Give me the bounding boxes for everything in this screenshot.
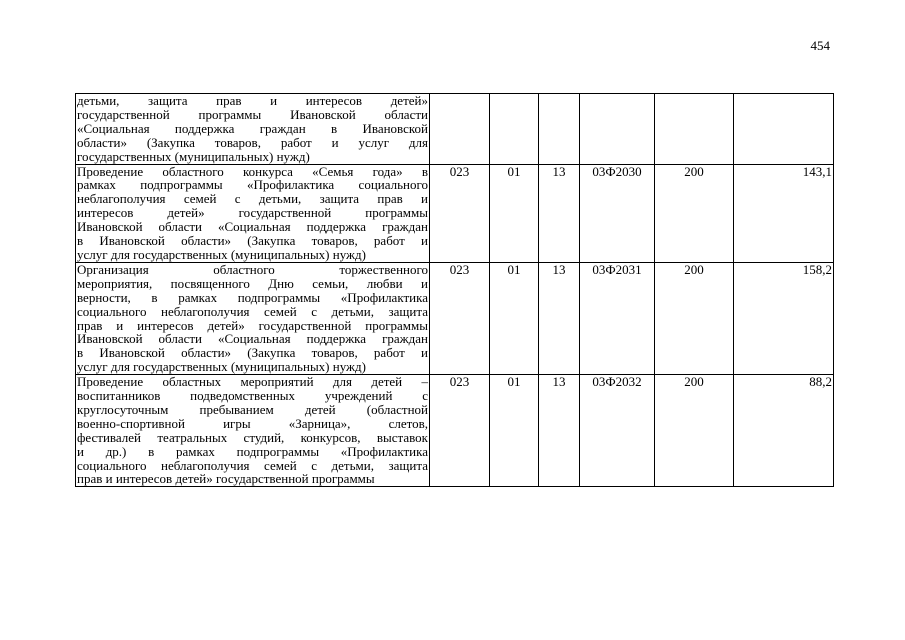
section-code: 01 xyxy=(490,375,539,487)
table-row xyxy=(76,94,834,165)
description-line: прав и интересов детей» государственной программы xyxy=(77,317,428,333)
ministry-code: 023 xyxy=(430,262,490,374)
ministry-code xyxy=(430,94,490,165)
section-code xyxy=(490,94,539,165)
description-line: прав и интересов детей» государственной программы xyxy=(77,471,375,487)
description-line: социального неблагополучия семей с детьми, защита xyxy=(77,303,428,319)
description-line: рамках подпрограммы «Профилактика социального xyxy=(77,177,428,193)
description-line: Проведение областного конкурса «Семья года» в xyxy=(77,163,428,179)
description-line: Ивановской области «Социальная поддержка граждан xyxy=(77,219,428,235)
page-number: 454 xyxy=(810,38,830,53)
amount-value: 158,2 xyxy=(734,262,834,374)
description-line: верности, в рамках подпрограммы «Профилактика xyxy=(77,289,428,305)
subsection-code: 13 xyxy=(539,164,580,262)
amount-value xyxy=(734,94,834,165)
item-description xyxy=(76,375,430,487)
description-line: государственной программы Ивановской области xyxy=(77,106,428,122)
item-description xyxy=(76,262,430,374)
expense-type-code: 200 xyxy=(655,164,734,262)
ministry-code: 023 xyxy=(430,375,490,487)
target-article-code: 03Ф2031 xyxy=(580,262,655,374)
target-article-code: 03Ф2030 xyxy=(580,164,655,262)
item-description xyxy=(76,94,430,165)
description-line: Организация областного торжественного xyxy=(77,261,428,277)
description-line: Ивановской области «Социальная поддержка граждан xyxy=(77,331,428,347)
description-line: военно-спортивной игры «Зарница», слетов, xyxy=(77,415,428,431)
description-line: в Ивановской области» (Закупка товаров, работ и xyxy=(77,345,428,361)
item-description xyxy=(76,164,430,262)
section-code: 01 xyxy=(490,262,539,374)
description-line: государственных (муниципальных) нужд) xyxy=(77,148,310,164)
amount-value: 143,1 xyxy=(734,164,834,262)
amount-value: 88,2 xyxy=(734,375,834,487)
ministry-code: 023 xyxy=(430,164,490,262)
description-line: воспитанников подведомственных учреждений с xyxy=(77,388,428,404)
subsection-code: 13 xyxy=(539,262,580,374)
target-article-code xyxy=(580,94,655,165)
table-row xyxy=(76,164,834,262)
description-line: круглосуточным пребыванием детей (областной xyxy=(77,401,428,417)
description-line: услуг для государственных (муниципальных) нужд) xyxy=(77,246,366,262)
description-line: и др.) в рамках подпрограммы «Профилактика xyxy=(77,443,428,459)
table-row xyxy=(76,262,834,374)
expense-type-code: 200 xyxy=(655,375,734,487)
description-line: услуг для государственных (муниципальных) нужд) xyxy=(77,359,366,375)
target-article-code: 03Ф2032 xyxy=(580,375,655,487)
description-line: интересов детей» государственной программы xyxy=(77,205,428,221)
description-line: мероприятия, посвященного Дню семьи, любви и xyxy=(77,275,428,291)
description-line: социального неблагополучия семей с детьми, защита xyxy=(77,457,428,473)
description-line: области» (Закупка товаров, работ и услуг для xyxy=(77,134,428,150)
description-line: Проведение областных мероприятий для детей – xyxy=(77,374,428,390)
subsection-code: 13 xyxy=(539,375,580,487)
expense-type-code: 200 xyxy=(655,262,734,374)
section-code: 01 xyxy=(490,164,539,262)
budget-table xyxy=(75,93,834,487)
table-row xyxy=(76,375,834,487)
description-line: «Социальная поддержка граждан в Ивановской xyxy=(77,120,428,136)
description-line: неблагополучия семей с детьми, защита прав и xyxy=(77,191,428,207)
description-line: детьми, защита прав и интересов детей» xyxy=(77,93,428,108)
description-line: в Ивановской области» (Закупка товаров, работ и xyxy=(77,233,428,249)
description-line: фестивалей театральных студий, конкурсов, выставок xyxy=(77,429,428,445)
subsection-code xyxy=(539,94,580,165)
expense-type-code xyxy=(655,94,734,165)
